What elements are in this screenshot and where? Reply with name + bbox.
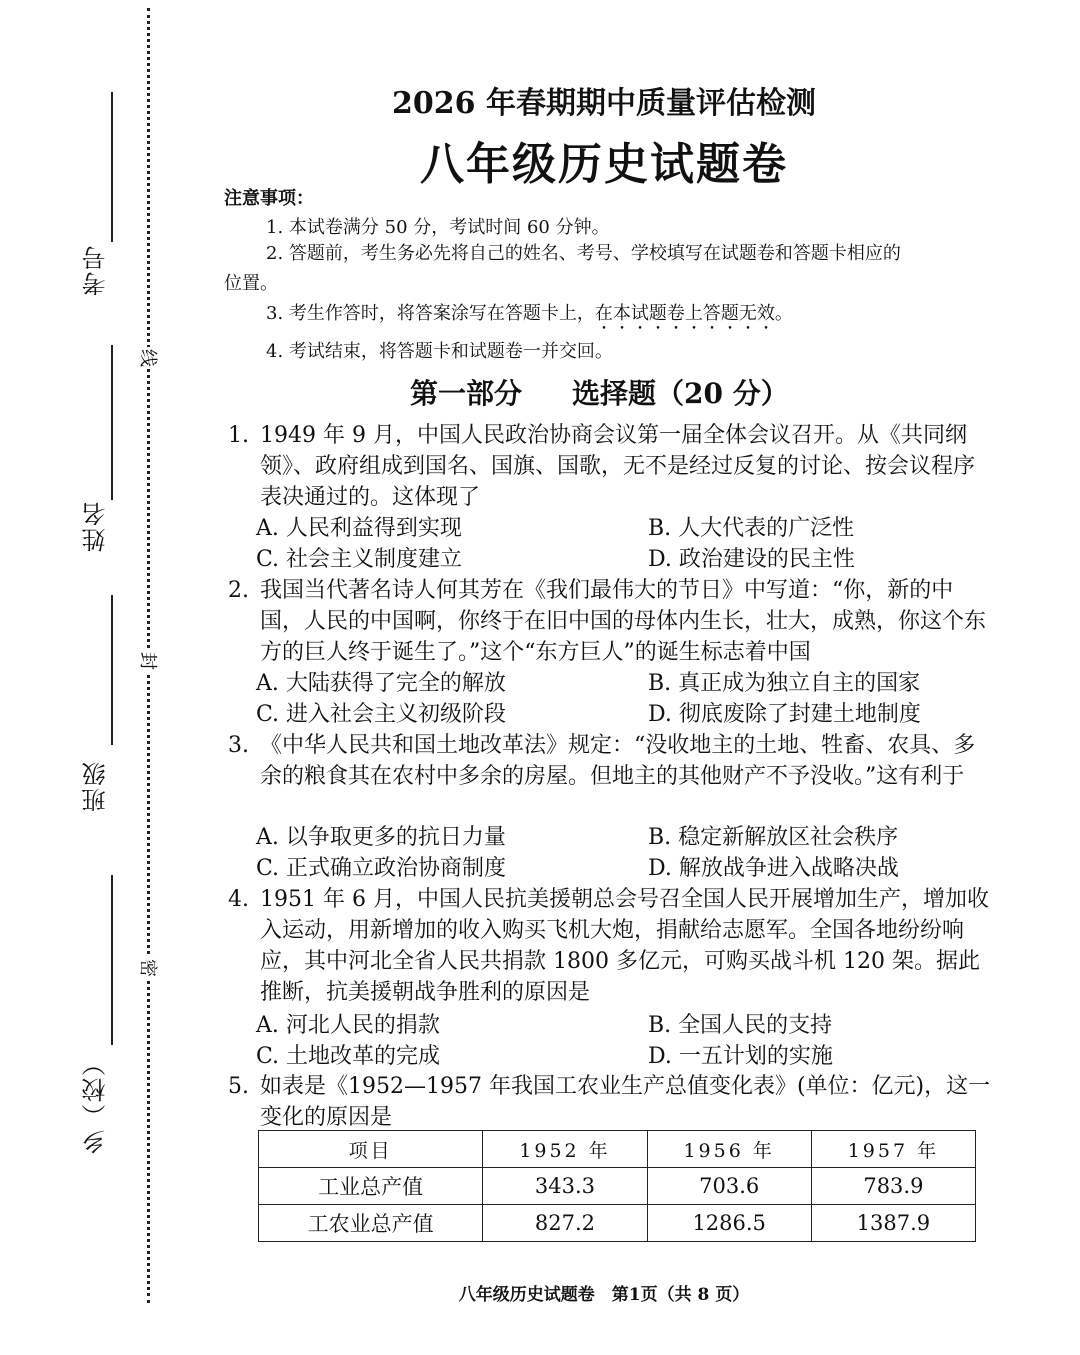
paper-title: 八年级历史试题卷 bbox=[420, 139, 788, 190]
question-3-options bbox=[256, 822, 976, 884]
question-3: 3. 《中华人民共和国土地改革法》规定：“没收地主的土地、牲畜、农具、多余的粮食其在农村中多余的房屋。但地主的其他财产不予没收。”这有利于 bbox=[228, 733, 976, 789]
school-field-line[interactable] bbox=[111, 875, 113, 1045]
q2-option-c[interactable]: C. 进入社会主义初级阶段 bbox=[256, 702, 507, 727]
q4-option-b[interactable]: B. 全国人民的支持 bbox=[648, 1013, 833, 1038]
q1-option-b[interactable]: B. 人大代表的广泛性 bbox=[648, 516, 855, 541]
notice-heading: 注意事项： bbox=[224, 188, 314, 209]
table-header-cell: 1957 年 bbox=[811, 1131, 975, 1168]
section-header bbox=[410, 372, 839, 412]
question-5: 5. 如表是《1952—1957 年我国工农业生产总值变化表》(单位：亿元)，这一变化的原因是 bbox=[228, 1074, 991, 1130]
table-header-cell: 项目 bbox=[259, 1131, 483, 1168]
table-cell: 343.3 bbox=[483, 1168, 647, 1205]
q4-option-d[interactable]: D. 一五计划的实施 bbox=[648, 1044, 833, 1069]
notice-item-2-cont: 位置。 bbox=[224, 273, 278, 294]
q3-option-a[interactable]: A. 以争取更多的抗日力量 bbox=[256, 825, 506, 850]
name-label: 姓名 bbox=[82, 500, 110, 552]
table-header-cell: 1956 年 bbox=[647, 1131, 811, 1168]
table-cell: 工业总产值 bbox=[259, 1168, 483, 1205]
class-label: 班级 bbox=[82, 760, 110, 812]
table-row bbox=[259, 1205, 976, 1242]
q1-option-a[interactable]: A. 人民利益得到实现 bbox=[256, 516, 462, 541]
notice-item-2: 2. 答题前，考生务必先将自己的姓名、考号、学校填写在试题卷和答题卡相应的 bbox=[266, 243, 901, 264]
q3-option-d[interactable]: D. 解放战争进入战略决战 bbox=[648, 856, 899, 881]
table-cell: 783.9 bbox=[811, 1168, 975, 1205]
q1-option-d[interactable]: D. 政治建设的民主性 bbox=[648, 547, 855, 572]
exam-title: 2026 年春期期中质量评估检测 bbox=[392, 86, 816, 121]
table-header-cell: 1952 年 bbox=[483, 1131, 647, 1168]
page-footer: 八年级历史试题卷 第1页（共 8 页） bbox=[458, 1285, 750, 1305]
q2-option-d[interactable]: D. 彻底废除了封建土地制度 bbox=[648, 702, 921, 727]
q2-option-b[interactable]: B. 真正成为独立自主的国家 bbox=[648, 671, 921, 696]
class-field-line[interactable] bbox=[111, 595, 113, 745]
table-cell: 703.6 bbox=[647, 1168, 811, 1205]
cut-char-feng: 封 bbox=[136, 650, 162, 672]
table-cell: 827.2 bbox=[483, 1205, 647, 1242]
name-field-line[interactable] bbox=[111, 345, 113, 500]
question-4-options bbox=[256, 1010, 976, 1072]
table-cell: 1286.5 bbox=[647, 1205, 811, 1242]
notice-item-1: 1. 本试卷满分 50 分，考试时间 60 分钟。 bbox=[266, 217, 610, 238]
q4-option-a[interactable]: A. 河北人民的捐款 bbox=[256, 1013, 440, 1038]
notice-item-4: 4. 考试结束，将答题卡和试题卷一并交回。 bbox=[266, 341, 613, 362]
question-2: 2. 我国当代著名诗人何其芳在《我们最伟大的节日》中写道：“你，新的中国，人民的中国啊，你终于在旧中国的母体内生长，壮大，成熟，你这个东方的巨人终于诞生了。”这个“东方巨人”的诞生标志着中国 bbox=[228, 578, 987, 665]
q2-option-a[interactable]: A. 大陆获得了完全的解放 bbox=[256, 671, 506, 696]
production-table bbox=[258, 1130, 976, 1242]
school-label: 乡（校） bbox=[82, 1050, 110, 1154]
table-cell: 1387.9 bbox=[811, 1205, 975, 1242]
section-name: 选择题（20 分） bbox=[572, 377, 789, 410]
cut-char-mi: 密 bbox=[136, 957, 162, 979]
q1-option-c[interactable]: C. 社会主义制度建立 bbox=[256, 547, 463, 572]
question-1-options bbox=[256, 513, 976, 575]
q3-option-c[interactable]: C. 正式确立政治协商制度 bbox=[256, 856, 507, 881]
q3-option-b[interactable]: B. 稳定新解放区社会秩序 bbox=[648, 825, 899, 850]
section-part: 第一部分 bbox=[410, 377, 523, 410]
q4-option-c[interactable]: C. 土地改革的完成 bbox=[256, 1044, 441, 1069]
question-1: 1. 1949 年 9 月，中国人民政治协商会议第一届全体会议召开。从《共同纲领》、政府组成到国名、国旗、国歌，无不是经过反复的讨论、按会议程序表决通过的。这体现了 bbox=[228, 423, 976, 510]
exam-no-label: 考号 bbox=[82, 244, 110, 296]
table-cell: 工农业总产值 bbox=[259, 1205, 483, 1242]
question-4: 4. 1951 年 6 月，中国人民抗美援朝总会号召全国人民开展增加生产，增加收入运动，用新增加的收入购买飞机大炮，捐献给志愿军。全国各地纷纷响应，其中河北全省人民共捐款 1800 多亿元，可购买战斗机 120 架。据此推断，抗美援朝战争胜利的原因是 bbox=[228, 887, 989, 1005]
notice-emphasis: 在本试题卷上答题无效 bbox=[594, 303, 775, 324]
table-header-row bbox=[259, 1131, 976, 1168]
question-2-options bbox=[256, 668, 976, 730]
cut-char-xian: 线 bbox=[136, 347, 162, 369]
table-row bbox=[259, 1168, 976, 1205]
notice-item-3: 3. 考生作答时，将答案涂写在答题卡上，在本试题卷上答题无效。 bbox=[266, 303, 793, 324]
